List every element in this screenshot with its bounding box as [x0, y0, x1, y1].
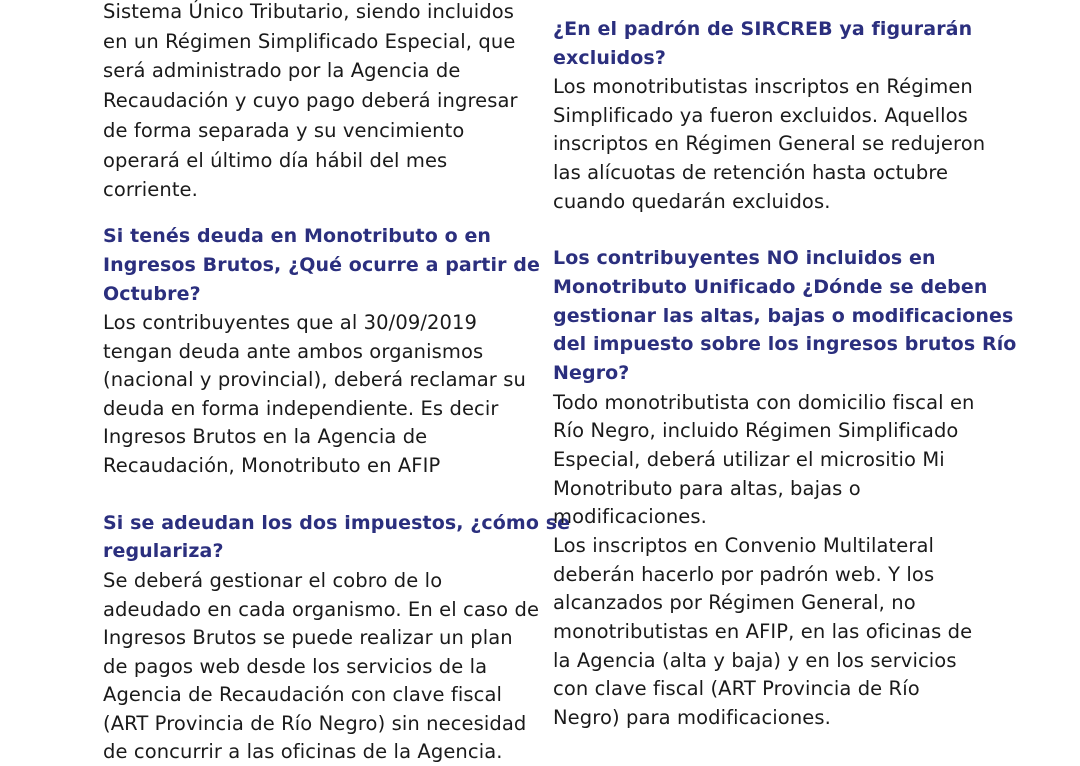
question-heading: Si tenés deuda en Monotributo o en	[103, 225, 492, 247]
answer-line: adeudado en cada organismo. En el caso de	[103, 598, 540, 621]
answer-line: Todo monotributista con domicilio fiscal en	[553, 391, 975, 414]
answer-line: Agencia de Recaudación con clave fiscal	[103, 683, 503, 706]
answer-line: inscriptos en Régimen General se redujeron	[553, 132, 986, 155]
answer-line: Simplificado ya fueron excluidos. Aquellos	[553, 104, 968, 127]
answer-line: Especial, deberá utilizar el micrositio Mi	[553, 448, 945, 471]
answer-line: Se deberá gestionar el cobro de lo	[103, 569, 443, 592]
intro-line: corriente.	[103, 178, 198, 201]
answer-line: Los inscriptos en Convenio Multilateral	[553, 534, 935, 557]
intro-line: Recaudación y cuyo pago deberá ingresar	[103, 89, 518, 112]
question-heading: ¿En el padrón de SIRCREB ya figurarán	[553, 18, 973, 40]
intro-line: será administrado por la Agencia de	[103, 59, 461, 82]
answer-line: Ingresos Brutos en la Agencia de	[103, 425, 428, 448]
answer-line: de concurrir a las oficinas de la Agencia.	[103, 740, 503, 763]
answer-line: alcanzados por Régimen General, no	[553, 591, 916, 614]
answer-line: las alícuotas de retención hasta octubre	[553, 161, 949, 184]
intro-line: Sistema Único Tributario, siendo incluidos	[103, 0, 515, 23]
question-heading: Los contribuyentes NO incluidos en	[553, 247, 936, 269]
question-heading: Si se adeudan los dos impuestos, ¿cómo se	[103, 512, 571, 534]
answer-line: la Agencia (alta y baja) y en los servicios	[553, 649, 957, 672]
question-heading: Ingresos Brutos, ¿Qué ocurre a partir de	[103, 254, 540, 276]
answer-line: Recaudación, Monotributo en AFIP	[103, 454, 441, 477]
answer-line: Río Negro, incluido Régimen Simplificado	[553, 419, 959, 442]
question-heading: del impuesto sobre los ingresos brutos Río	[553, 333, 1017, 355]
question-heading: Octubre?	[103, 283, 201, 305]
answer-line: (nacional y provincial), deberá reclamar su	[103, 368, 526, 391]
answer-line: Monotributo para altas, bajas o	[553, 477, 861, 500]
answer-line: tengan deuda ante ambos organismos	[103, 340, 484, 363]
answer-line: Negro) para modificaciones.	[553, 706, 831, 729]
question-heading: regulariza?	[103, 540, 224, 562]
answer-line: de pagos web desde los servicios de la	[103, 655, 488, 678]
answer-line: deberán hacerlo por padrón web. Y los	[553, 563, 935, 586]
answer-line: Los contribuyentes que al 30/09/2019	[103, 311, 478, 334]
answer-line: Los monotributistas inscriptos en Régimen	[553, 75, 973, 98]
answer-line: cuando quedarán excluidos.	[553, 190, 831, 213]
intro-line: operará el último día hábil del mes	[103, 149, 448, 172]
answer-line: con clave fiscal (ART Provincia de Río	[553, 677, 920, 700]
answer-line: monotributistas en AFIP, en las oficinas de	[553, 620, 973, 643]
question-heading: Negro?	[553, 362, 630, 384]
question-heading: Monotributo Unificado ¿Dónde se deben	[553, 276, 988, 298]
question-heading: excluidos?	[553, 47, 666, 69]
answer-line: modificaciones.	[553, 505, 707, 528]
answer-line: (ART Provincia de Río Negro) sin necesidad	[103, 712, 527, 735]
intro-line: en un Régimen Simplificado Especial, que	[103, 30, 516, 53]
intro-line: de forma separada y su vencimiento	[103, 119, 465, 142]
question-heading: gestionar las altas, bajas o modificaciones	[553, 305, 1014, 327]
answer-line: deuda en forma independiente. Es decir	[103, 397, 499, 420]
answer-line: Ingresos Brutos se puede realizar un plan	[103, 626, 513, 649]
